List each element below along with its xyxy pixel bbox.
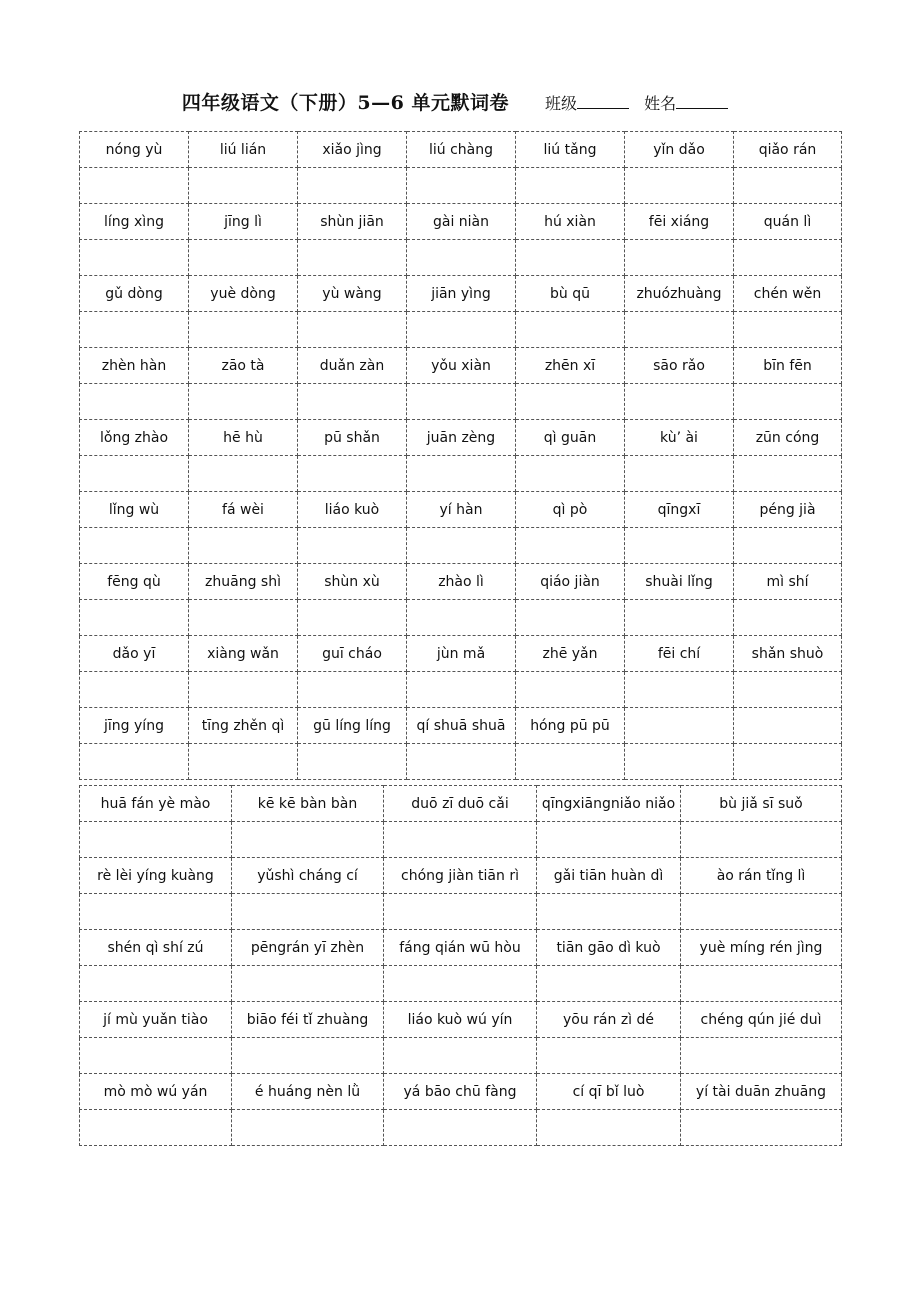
answer-cell[interactable] bbox=[625, 672, 734, 708]
pinyin-cell: jí mù yuǎn tiào bbox=[80, 1002, 232, 1038]
answer-cell[interactable] bbox=[625, 240, 734, 276]
answer-cell[interactable] bbox=[516, 744, 625, 780]
answer-cell[interactable] bbox=[189, 456, 298, 492]
answer-cell[interactable] bbox=[232, 966, 384, 1002]
answer-cell[interactable] bbox=[407, 312, 516, 348]
answer-cell[interactable] bbox=[734, 528, 842, 564]
pinyin-cell: chén wěn bbox=[734, 276, 842, 312]
class-blank[interactable] bbox=[577, 94, 629, 109]
pinyin-cell: yōu rán zì dé bbox=[537, 1002, 681, 1038]
answer-cell[interactable] bbox=[537, 1038, 681, 1074]
answer-cell[interactable] bbox=[189, 744, 298, 780]
answer-cell[interactable] bbox=[298, 312, 407, 348]
pinyin-cell: xiǎo jìng bbox=[298, 132, 407, 168]
answer-cell[interactable] bbox=[80, 384, 189, 420]
pinyin-cell: zhē yǎn bbox=[516, 636, 625, 672]
answer-row bbox=[80, 894, 842, 930]
pinyin-row bbox=[80, 708, 842, 744]
answer-cell[interactable] bbox=[407, 240, 516, 276]
answer-cell[interactable] bbox=[80, 312, 189, 348]
pinyin-cell: jùn mǎ bbox=[407, 636, 516, 672]
answer-row bbox=[80, 672, 842, 708]
answer-cell[interactable] bbox=[232, 822, 384, 858]
pinyin-row bbox=[80, 858, 842, 894]
answer-cell[interactable] bbox=[625, 384, 734, 420]
pinyin-row bbox=[80, 1002, 842, 1038]
pinyin-cell: lǐng wù bbox=[80, 492, 189, 528]
answer-cell[interactable] bbox=[232, 1110, 384, 1146]
answer-cell[interactable] bbox=[189, 312, 298, 348]
pinyin-cell: yí hàn bbox=[407, 492, 516, 528]
answer-cell[interactable] bbox=[625, 168, 734, 204]
answer-cell[interactable] bbox=[625, 456, 734, 492]
pinyin-cell: qiǎo rán bbox=[734, 132, 842, 168]
pinyin-cell: bīn fēn bbox=[734, 348, 842, 384]
pinyin-cell: liú tǎng bbox=[516, 132, 625, 168]
answer-cell[interactable] bbox=[734, 744, 842, 780]
answer-cell[interactable] bbox=[80, 456, 189, 492]
pinyin-cell: shuài lǐng bbox=[625, 564, 734, 600]
answer-cell[interactable] bbox=[298, 240, 407, 276]
answer-cell[interactable] bbox=[407, 168, 516, 204]
pinyin-cell: jiān yìng bbox=[407, 276, 516, 312]
pinyin-cell: bù jiǎ sī suǒ bbox=[681, 786, 842, 822]
answer-row bbox=[80, 312, 842, 348]
pinyin-row bbox=[80, 636, 842, 672]
answer-cell[interactable] bbox=[734, 312, 842, 348]
pinyin-cell: juān zèng bbox=[407, 420, 516, 456]
answer-cell[interactable] bbox=[734, 168, 842, 204]
student-fields bbox=[545, 91, 738, 114]
pinyin-cell: chéng qún jié duì bbox=[681, 1002, 842, 1038]
pinyin-row bbox=[80, 132, 842, 168]
answer-cell[interactable] bbox=[407, 456, 516, 492]
answer-cell[interactable] bbox=[189, 240, 298, 276]
pinyin-cell: fáng qián wū hòu bbox=[384, 930, 537, 966]
answer-cell[interactable] bbox=[80, 894, 232, 930]
pinyin-cell bbox=[734, 708, 842, 744]
answer-cell[interactable] bbox=[681, 1110, 842, 1146]
pinyin-row bbox=[80, 930, 842, 966]
answer-row bbox=[80, 456, 842, 492]
pinyin-cell: yǒu xiàn bbox=[407, 348, 516, 384]
pinyin-cell: pēngrán yī zhèn bbox=[232, 930, 384, 966]
pinyin-cell: liú chàng bbox=[407, 132, 516, 168]
answer-cell[interactable] bbox=[537, 1110, 681, 1146]
answer-cell[interactable] bbox=[80, 744, 189, 780]
answer-cell[interactable] bbox=[407, 744, 516, 780]
pinyin-cell: jīng yíng bbox=[80, 708, 189, 744]
pinyin-cell: gǔ dòng bbox=[80, 276, 189, 312]
pinyin-row bbox=[80, 1074, 842, 1110]
pinyin-cell: nóng yù bbox=[80, 132, 189, 168]
answer-cell[interactable] bbox=[516, 528, 625, 564]
pinyin-cell: hóng pū pū bbox=[516, 708, 625, 744]
answer-row bbox=[80, 1038, 842, 1074]
answer-row bbox=[80, 240, 842, 276]
answer-cell[interactable] bbox=[734, 456, 842, 492]
answer-cell[interactable] bbox=[298, 600, 407, 636]
pinyin-cell: liáo kuò wú yín bbox=[384, 1002, 537, 1038]
answer-row bbox=[80, 822, 842, 858]
answer-cell[interactable] bbox=[384, 822, 537, 858]
pinyin-cell: hē hù bbox=[189, 420, 298, 456]
answer-cell[interactable] bbox=[625, 528, 734, 564]
pinyin-cell: kù’ ài bbox=[625, 420, 734, 456]
answer-row bbox=[80, 966, 842, 1002]
pinyin-cell: zhēn xī bbox=[516, 348, 625, 384]
answer-cell[interactable] bbox=[516, 168, 625, 204]
pinyin-cell bbox=[625, 708, 734, 744]
pinyin-cell: tiān gāo dì kuò bbox=[537, 930, 681, 966]
answer-cell[interactable] bbox=[537, 966, 681, 1002]
class-label: 班级 bbox=[544, 94, 577, 113]
answer-cell[interactable] bbox=[384, 1038, 537, 1074]
pinyin-cell: quán lì bbox=[734, 204, 842, 240]
answer-cell[interactable] bbox=[80, 1110, 232, 1146]
pinyin-cell: gài niàn bbox=[407, 204, 516, 240]
answer-cell[interactable] bbox=[516, 672, 625, 708]
pinyin-cell: shǎn shuò bbox=[734, 636, 842, 672]
pinyin-cell: zhuózhuàng bbox=[625, 276, 734, 312]
pinyin-cell: é huáng nèn lǜ bbox=[232, 1074, 384, 1110]
pinyin-cell: guī cháo bbox=[298, 636, 407, 672]
answer-cell[interactable] bbox=[80, 528, 189, 564]
answer-cell[interactable] bbox=[625, 744, 734, 780]
pinyin-cell: mì shí bbox=[734, 564, 842, 600]
answer-cell[interactable] bbox=[537, 894, 681, 930]
pinyin-row bbox=[80, 204, 842, 240]
pinyin-row bbox=[80, 420, 842, 456]
answer-row bbox=[80, 600, 842, 636]
answer-cell[interactable] bbox=[80, 672, 189, 708]
answer-cell[interactable] bbox=[298, 744, 407, 780]
answer-cell[interactable] bbox=[516, 384, 625, 420]
answer-cell[interactable] bbox=[681, 1038, 842, 1074]
pinyin-cell: gǎi tiān huàn dì bbox=[537, 858, 681, 894]
pinyin-cell: yuè míng rén jìng bbox=[681, 930, 842, 966]
page-title: 四年级语文（下册）5—6 单元默词卷 bbox=[181, 92, 509, 114]
pinyin-cell: yuè dòng bbox=[189, 276, 298, 312]
pinyin-cell: sāo rǎo bbox=[625, 348, 734, 384]
pinyin-cell: zhèn hàn bbox=[80, 348, 189, 384]
pinyin-cell: duō zī duō cǎi bbox=[384, 786, 537, 822]
answer-cell[interactable] bbox=[516, 600, 625, 636]
pinyin-cell: xiàng wǎn bbox=[189, 636, 298, 672]
pinyin-cell: hú xiàn bbox=[516, 204, 625, 240]
header bbox=[0, 88, 920, 118]
answer-cell[interactable] bbox=[407, 600, 516, 636]
pinyin-cell: chóng jiàn tiān rì bbox=[384, 858, 537, 894]
pinyin-cell: shùn xù bbox=[298, 564, 407, 600]
answer-cell[interactable] bbox=[80, 1038, 232, 1074]
answer-cell[interactable] bbox=[189, 528, 298, 564]
answer-cell[interactable] bbox=[681, 894, 842, 930]
pinyin-cell: liú lián bbox=[189, 132, 298, 168]
pinyin-cell: lǒng zhào bbox=[80, 420, 189, 456]
pinyin-cell: duǎn zàn bbox=[298, 348, 407, 384]
answer-cell[interactable] bbox=[537, 822, 681, 858]
pinyin-cell: dǎo yī bbox=[80, 636, 189, 672]
answer-cell[interactable] bbox=[407, 384, 516, 420]
answer-cell[interactable] bbox=[189, 600, 298, 636]
word-grid-7-columns bbox=[79, 131, 842, 780]
pinyin-cell: pū shǎn bbox=[298, 420, 407, 456]
pinyin-cell: ào rán tǐng lì bbox=[681, 858, 842, 894]
answer-cell[interactable] bbox=[681, 966, 842, 1002]
answer-cell[interactable] bbox=[232, 894, 384, 930]
pinyin-cell: yǔshì cháng cí bbox=[232, 858, 384, 894]
pinyin-cell: tīng zhěn qì bbox=[189, 708, 298, 744]
answer-cell[interactable] bbox=[80, 240, 189, 276]
pinyin-cell: zūn cóng bbox=[734, 420, 842, 456]
pinyin-cell: zāo tà bbox=[189, 348, 298, 384]
pinyin-cell: liáo kuò bbox=[298, 492, 407, 528]
pinyin-cell: biāo féi tǐ zhuàng bbox=[232, 1002, 384, 1038]
pinyin-cell: péng jià bbox=[734, 492, 842, 528]
answer-cell[interactable] bbox=[384, 966, 537, 1002]
answer-cell[interactable] bbox=[734, 384, 842, 420]
answer-cell[interactable] bbox=[516, 240, 625, 276]
pinyin-cell: zhào lì bbox=[407, 564, 516, 600]
pinyin-cell: fēi chí bbox=[625, 636, 734, 672]
pinyin-cell: cí qī bǐ luò bbox=[537, 1074, 681, 1110]
answer-cell[interactable] bbox=[681, 822, 842, 858]
pinyin-cell: yù wàng bbox=[298, 276, 407, 312]
pinyin-cell: yí tài duān zhuāng bbox=[681, 1074, 842, 1110]
answer-cell[interactable] bbox=[516, 456, 625, 492]
answer-cell[interactable] bbox=[80, 822, 232, 858]
answer-cell[interactable] bbox=[298, 672, 407, 708]
pinyin-cell: qiáo jiàn bbox=[516, 564, 625, 600]
answer-row bbox=[80, 384, 842, 420]
answer-cell[interactable] bbox=[80, 168, 189, 204]
answer-cell[interactable] bbox=[516, 312, 625, 348]
answer-cell[interactable] bbox=[80, 966, 232, 1002]
pinyin-cell: rè lèi yíng kuàng bbox=[80, 858, 232, 894]
pinyin-cell: qì pò bbox=[516, 492, 625, 528]
answer-cell[interactable] bbox=[407, 528, 516, 564]
answer-cell[interactable] bbox=[384, 894, 537, 930]
pinyin-cell: bù qū bbox=[516, 276, 625, 312]
answer-cell[interactable] bbox=[189, 168, 298, 204]
name-label: 姓名 bbox=[644, 94, 677, 113]
pinyin-cell: qí shuā shuā bbox=[407, 708, 516, 744]
pinyin-cell: zhuāng shì bbox=[189, 564, 298, 600]
answer-cell[interactable] bbox=[384, 1110, 537, 1146]
pinyin-cell: qì guān bbox=[516, 420, 625, 456]
answer-row bbox=[80, 744, 842, 780]
pinyin-cell: gū líng líng bbox=[298, 708, 407, 744]
answer-cell[interactable] bbox=[734, 240, 842, 276]
answer-cell[interactable] bbox=[298, 168, 407, 204]
pinyin-cell: qīngxī bbox=[625, 492, 734, 528]
pinyin-cell: shùn jiān bbox=[298, 204, 407, 240]
pinyin-cell: yá bāo chū fàng bbox=[384, 1074, 537, 1110]
pinyin-cell: jīng lì bbox=[189, 204, 298, 240]
pinyin-cell: fá wèi bbox=[189, 492, 298, 528]
pinyin-row bbox=[80, 786, 842, 822]
answer-cell[interactable] bbox=[189, 672, 298, 708]
answer-cell[interactable] bbox=[189, 384, 298, 420]
answer-row bbox=[80, 1110, 842, 1146]
pinyin-row bbox=[80, 348, 842, 384]
name-blank[interactable] bbox=[676, 94, 728, 109]
pinyin-cell: qīngxiāngniǎo niǎo bbox=[537, 786, 681, 822]
pinyin-cell: kē kē bàn bàn bbox=[232, 786, 384, 822]
pinyin-cell: shén qì shí zú bbox=[80, 930, 232, 966]
answer-cell[interactable] bbox=[625, 600, 734, 636]
pinyin-cell: huā fán yè mào bbox=[80, 786, 232, 822]
answer-row bbox=[80, 528, 842, 564]
answer-cell[interactable] bbox=[80, 600, 189, 636]
idiom-grid-5-columns bbox=[79, 785, 842, 1146]
answer-cell[interactable] bbox=[625, 312, 734, 348]
answer-cell[interactable] bbox=[298, 384, 407, 420]
answer-cell[interactable] bbox=[298, 456, 407, 492]
pinyin-cell: líng xìng bbox=[80, 204, 189, 240]
pinyin-row bbox=[80, 276, 842, 312]
answer-row bbox=[80, 168, 842, 204]
pinyin-row bbox=[80, 492, 842, 528]
answer-cell[interactable] bbox=[734, 600, 842, 636]
answer-cell[interactable] bbox=[407, 672, 516, 708]
answer-cell[interactable] bbox=[734, 672, 842, 708]
pinyin-cell: yǐn dǎo bbox=[625, 132, 734, 168]
answer-cell[interactable] bbox=[232, 1038, 384, 1074]
pinyin-row bbox=[80, 564, 842, 600]
pinyin-cell: mò mò wú yán bbox=[80, 1074, 232, 1110]
pinyin-cell: fēng qù bbox=[80, 564, 189, 600]
answer-cell[interactable] bbox=[298, 528, 407, 564]
pinyin-cell: fēi xiáng bbox=[625, 204, 734, 240]
